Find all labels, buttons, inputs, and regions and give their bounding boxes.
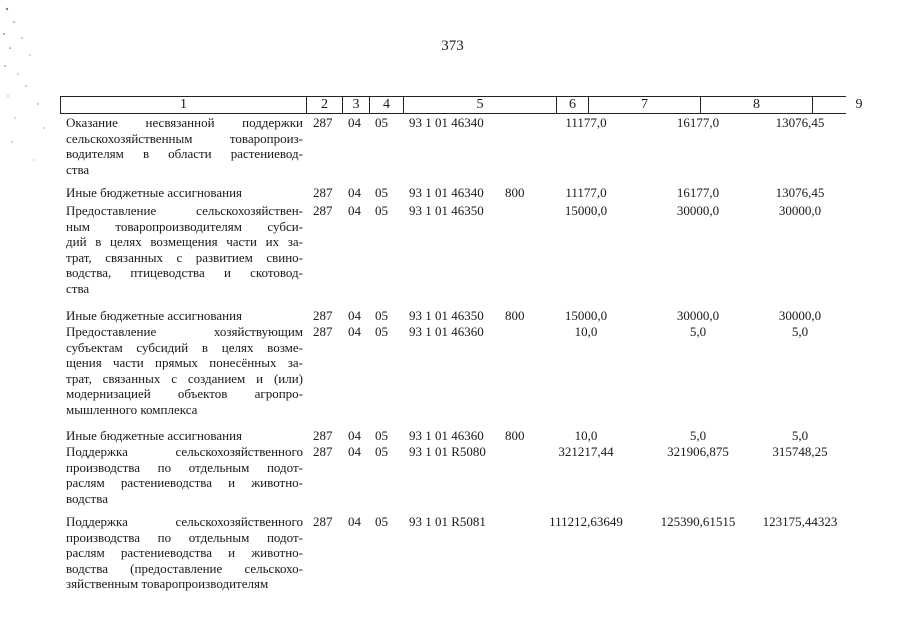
cell-grbs: 287: [313, 428, 333, 443]
header-col-7: 7: [588, 97, 700, 113]
cell-amount-col8: 5,0: [689, 428, 707, 443]
row-description: [66, 185, 303, 201]
cell-amount-col8: 5,0: [689, 324, 707, 339]
cell-amount-col8: 125390,61515: [660, 514, 736, 529]
table-row: [0, 444, 905, 506]
description-line: зяйственным товаропроизводителям: [66, 576, 269, 591]
description-line: ным товаропроизводителям субси-: [66, 218, 303, 234]
cell-section: 04: [348, 185, 361, 200]
row-description: [66, 308, 303, 324]
description-line: Иные бюджетные ассигнования: [66, 185, 243, 200]
description-line: Оказание несвязанной поддержки: [66, 115, 303, 130]
cell-subsection: 05: [375, 185, 388, 200]
cell-section: 04: [348, 444, 361, 459]
cell-subsection: 05: [375, 324, 388, 339]
cell-amount-col7: 11177,0: [565, 185, 607, 200]
table-row: [0, 308, 905, 324]
table-row: [0, 203, 905, 296]
description-line: ства: [66, 280, 90, 296]
cell-expense-type: 800: [505, 185, 525, 200]
cell-amount-col8: 30000,0: [676, 203, 720, 218]
cell-amount-col9: 30000,0: [778, 308, 822, 323]
cell-amount-col7: 11177,0: [565, 115, 607, 130]
cell-subsection: 05: [375, 115, 388, 130]
description-line: Иные бюджетные ассигнования: [66, 308, 243, 323]
description-line: дий в целях возмещения части их за-: [66, 234, 303, 249]
description-line: водства, птицеводства и скотовод-: [66, 265, 303, 280]
header-col-5: 5: [403, 97, 556, 113]
row-description: [66, 514, 303, 592]
row-description: [66, 444, 303, 506]
header-col-4: 4: [369, 97, 403, 113]
cell-subsection: 05: [375, 428, 388, 443]
page-number: 373: [441, 38, 464, 54]
cell-subsection: 05: [375, 444, 388, 459]
header-col-3: 3: [342, 97, 369, 113]
table-row: [0, 324, 905, 417]
cell-section: 04: [348, 308, 361, 323]
description-line: водства (предоставление сельскохо-: [66, 560, 303, 576]
cell-amount-col7: 15000,0: [564, 203, 608, 218]
cell-target-article: 93 1 01 R5080: [409, 444, 486, 459]
description-line: трат, связанных с созданием и (или): [66, 370, 303, 386]
cell-subsection: 05: [375, 203, 388, 218]
cell-amount-col9: 315748,25: [772, 444, 828, 459]
row-description: [66, 324, 303, 417]
cell-amount-col9: 13076,45: [775, 115, 825, 130]
description-line: Предоставление сельскохозяйствен-: [66, 203, 303, 218]
description-line: Иные бюджетные ассигнования: [66, 428, 243, 443]
cell-amount-col8: 30000,0: [676, 308, 720, 323]
cell-expense-type: 800: [505, 308, 525, 323]
table-header: [60, 96, 863, 114]
cell-grbs: 287: [313, 444, 333, 459]
cell-amount-col7: 10,0: [574, 324, 598, 339]
cell-amount-col7: 15000,0: [564, 308, 608, 323]
cell-target-article: 93 1 01 46360: [409, 428, 484, 443]
cell-amount-col8: 321906,875: [667, 444, 729, 459]
cell-target-article: 93 1 01 46350: [409, 308, 484, 323]
cell-section: 04: [348, 324, 361, 339]
table-row: [0, 115, 905, 177]
cell-expense-type: 800: [505, 428, 525, 443]
description-line: водителям в области растениевод-: [66, 146, 303, 161]
description-line: производства по отдельным подот-: [66, 459, 303, 475]
cell-amount-col9: 123175,44323: [762, 514, 838, 529]
description-line: Поддержка сельскохозяйственного: [66, 514, 303, 529]
description-line: водства: [66, 490, 108, 506]
header-col-1: 1: [60, 97, 306, 113]
table-row: [0, 185, 905, 201]
header-col-9: 9: [812, 97, 905, 113]
header-col-6: 6: [556, 97, 588, 113]
cell-grbs: 287: [313, 185, 333, 200]
cell-target-article: 93 1 01 46340: [409, 115, 484, 130]
cell-amount-col9: 5,0: [791, 428, 809, 443]
cell-amount-col8: 16177,0: [676, 115, 720, 130]
cell-section: 04: [348, 203, 361, 218]
cell-target-article: 93 1 01 46350: [409, 203, 484, 218]
cell-target-article: 93 1 01 46340: [409, 185, 484, 200]
cell-grbs: 287: [313, 514, 333, 529]
cell-amount-col9: 13076,45: [775, 185, 825, 200]
cell-amount-col9: 5,0: [791, 324, 809, 339]
cell-grbs: 287: [313, 308, 333, 323]
cell-amount-col7: 321217,44: [558, 444, 614, 459]
description-line: ства: [66, 161, 90, 177]
description-line: раслям растениеводства и животно-: [66, 545, 303, 560]
description-line: трат, связанных с развитием свино-: [66, 249, 303, 265]
description-line: производства по отдельным подот-: [66, 529, 303, 545]
description-line: субъектам субсидий в целях возме-: [66, 339, 303, 355]
cell-target-article: 93 1 01 R5081: [409, 514, 486, 529]
header-col-2: 2: [306, 97, 342, 113]
cell-grbs: 287: [313, 324, 333, 339]
table-row: [0, 514, 905, 592]
cell-amount-col7: 111212,63649: [549, 514, 623, 529]
description-line: щения части прямых понесённых за-: [66, 355, 303, 370]
row-description: [66, 428, 303, 444]
description-line: раслям растениеводства и животно-: [66, 475, 303, 490]
description-line: Предоставление хозяйствующим: [66, 324, 303, 339]
cell-amount-col9: 30000,0: [778, 203, 822, 218]
row-description: [66, 203, 303, 296]
description-line: мышленного комплекса: [66, 401, 198, 417]
cell-subsection: 05: [375, 308, 388, 323]
cell-section: 04: [348, 115, 361, 130]
row-description: [66, 115, 303, 177]
cell-section: 04: [348, 428, 361, 443]
description-line: модернизацией объектов агропро-: [66, 386, 303, 401]
cell-grbs: 287: [313, 115, 333, 130]
description-line: Поддержка сельскохозяйственного: [66, 444, 303, 459]
header-col-8: 8: [700, 97, 812, 113]
cell-grbs: 287: [313, 203, 333, 218]
cell-subsection: 05: [375, 514, 388, 529]
cell-amount-col7: 10,0: [574, 428, 598, 443]
cell-amount-col8: 16177,0: [676, 185, 720, 200]
cell-section: 04: [348, 514, 361, 529]
cell-target-article: 93 1 01 46360: [409, 324, 484, 339]
table-row: [0, 428, 905, 444]
description-line: сельскохозяйственным товаропроиз-: [66, 130, 303, 146]
